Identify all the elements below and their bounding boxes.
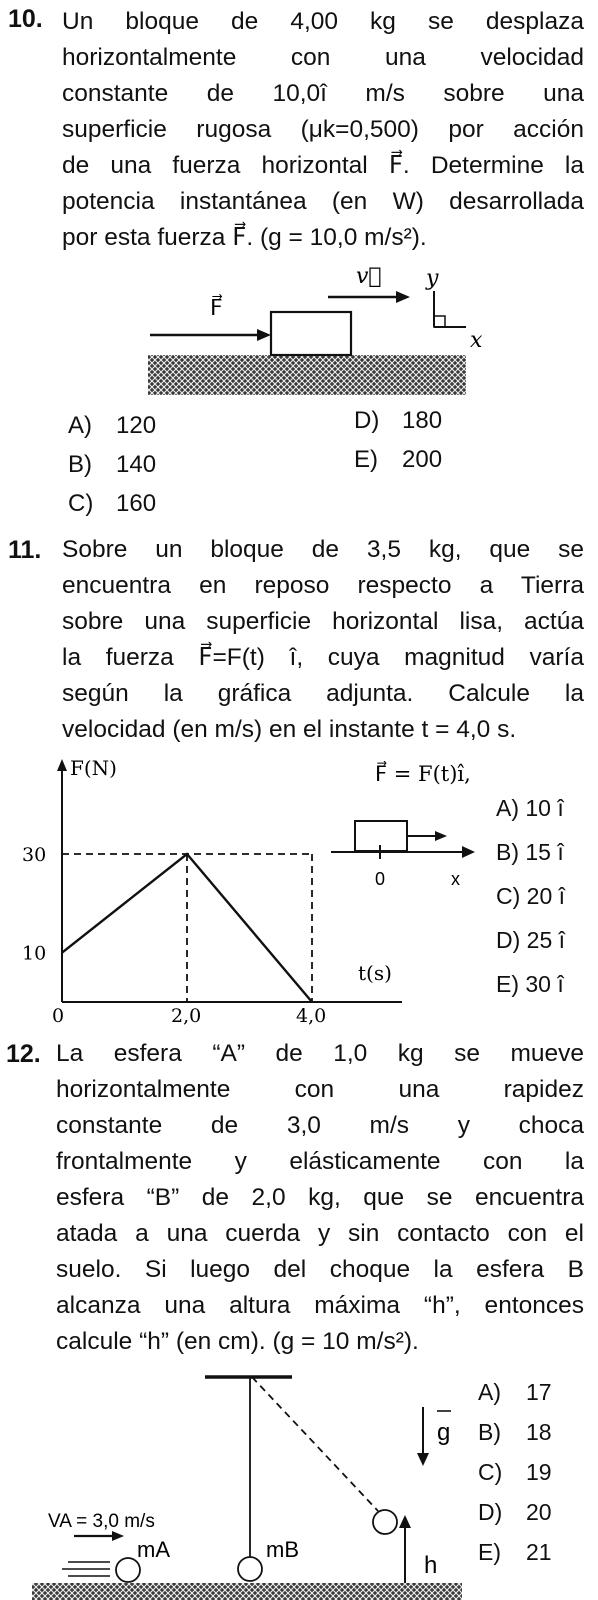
- gravity-label: g: [437, 1419, 451, 1446]
- option-value: 30 î: [525, 971, 564, 997]
- option-value: 180: [402, 407, 443, 434]
- option-b[interactable]: [478, 1419, 552, 1446]
- question-text: [62, 4, 584, 256]
- x-tick-label: 4,0: [296, 1005, 327, 1027]
- option-letter: C): [478, 1459, 503, 1485]
- question-number: 10.: [8, 5, 43, 33]
- question-text: [56, 1036, 584, 1360]
- option-letter: D): [496, 927, 521, 953]
- option-value: 140: [116, 451, 157, 478]
- option-c[interactable]: [478, 1459, 552, 1486]
- text-line: Un bloque de 4,00 kg se desplaza: [62, 8, 584, 35]
- option-letter: D): [354, 407, 380, 434]
- y-axis-arrowhead: [57, 759, 67, 771]
- text-line: según la gráfica adjunta. Calcule la: [62, 680, 584, 707]
- option-e[interactable]: [354, 446, 442, 474]
- option-d[interactable]: [496, 927, 565, 954]
- option-b[interactable]: [68, 451, 156, 479]
- text-line: velocidad (en m/s) en el instante t = 4,0 s.: [62, 716, 517, 743]
- text-line: superficie rugosa (μk=0,500) por acción: [62, 116, 584, 143]
- option-e[interactable]: [478, 1539, 552, 1566]
- mass-a-label: mA: [137, 1537, 170, 1562]
- option-value: 18: [526, 1419, 552, 1445]
- height-label: h: [424, 1552, 438, 1579]
- option-letter: C): [496, 883, 521, 909]
- text-line: constante de 3,0 m/s y choca: [56, 1112, 584, 1139]
- option-value: 10 î: [525, 795, 564, 821]
- pendulum-collision-figure: [0, 1365, 470, 1600]
- y-tick-label: 30: [22, 844, 47, 866]
- text-line: sobre una superficie horizontal lisa, actúa: [62, 608, 584, 635]
- x-tick-label: 2,0: [171, 1005, 202, 1027]
- option-letter: E): [496, 971, 519, 997]
- y-axis-label: y: [426, 266, 439, 291]
- option-letter: E): [354, 446, 378, 473]
- displaced-sphere-b: [373, 1510, 397, 1534]
- option-a[interactable]: [496, 795, 564, 822]
- inset-equation: F⃗ = F(t)î,: [375, 762, 471, 786]
- text-line: atada a una cuerda y sin contacto con el: [56, 1220, 584, 1247]
- option-value: 19: [526, 1459, 552, 1485]
- option-letter: C): [68, 490, 94, 517]
- option-value: 120: [116, 412, 157, 439]
- option-letter: E): [478, 1539, 501, 1565]
- option-value: 17: [526, 1379, 552, 1405]
- text-line: La esfera “A” de 1,0 kg se mueve: [56, 1040, 584, 1067]
- y-tick-label: 10: [22, 942, 47, 965]
- question-text: [62, 532, 584, 748]
- force-label: F⃗: [210, 296, 223, 321]
- option-c[interactable]: [68, 490, 156, 518]
- velocity-label: v⃗: [356, 264, 382, 289]
- option-d[interactable]: [478, 1499, 552, 1526]
- option-letter: A): [478, 1379, 501, 1405]
- text-line: Sobre un bloque de 3,5 kg, que se: [62, 536, 584, 563]
- text-line: esfera “B” de 2,0 kg, que se encuentra: [56, 1184, 584, 1211]
- option-b[interactable]: [496, 839, 564, 866]
- question-number: 12.: [6, 1040, 41, 1068]
- x-axis-label: x: [470, 328, 483, 353]
- block-on-rough-surface-figure: [140, 255, 490, 405]
- text-line: de una fuerza horizontal F⃗. Determine la: [62, 152, 584, 179]
- block: [271, 312, 351, 355]
- inset-axis-label: x: [451, 869, 460, 889]
- question-number: 11.: [8, 536, 42, 564]
- option-letter: B): [478, 1419, 501, 1445]
- rough-surface: [148, 355, 466, 395]
- x-axis-label: t(s): [358, 961, 392, 985]
- text-line: frontalmente y elásticamente con la: [56, 1148, 584, 1175]
- text-line: calcule “h” (en cm). (g = 10 m/s²).: [56, 1328, 419, 1355]
- velocity-label: VA = 3,0 m/s: [48, 1511, 155, 1532]
- text-line: horizontalmente con una velocidad: [62, 44, 584, 71]
- text-line: alcanza una altura máxima “h”, entonces: [56, 1292, 584, 1319]
- text-line: constante de 10,0î m/s sobre una: [62, 80, 584, 107]
- option-d[interactable]: [354, 407, 442, 435]
- sphere-b: [238, 1557, 262, 1581]
- mass-b-label: mB: [266, 1537, 299, 1562]
- option-c[interactable]: [496, 883, 565, 910]
- text-line: suelo. Si luego del choque la esfera B: [56, 1256, 584, 1283]
- option-value: 20 î: [526, 883, 566, 909]
- option-e[interactable]: [496, 971, 564, 998]
- inset-origin: 0: [375, 869, 386, 889]
- option-a[interactable]: [478, 1379, 552, 1406]
- option-value: 160: [116, 490, 157, 517]
- option-value: 25 î: [526, 927, 566, 953]
- option-a[interactable]: [68, 412, 156, 440]
- option-letter: B): [496, 839, 519, 865]
- floor-surface: [32, 1583, 462, 1600]
- text-line: la fuerza F⃗=F(t) î, cuya magnitud varía: [62, 644, 584, 671]
- y-axis-label: F(N): [70, 756, 117, 780]
- option-value: 15 î: [525, 839, 564, 865]
- text-line: potencia instantánea (en W) desarrollada: [62, 188, 584, 215]
- displaced-string: [252, 1377, 378, 1511]
- option-value: 20: [526, 1499, 552, 1525]
- option-letter: D): [478, 1499, 503, 1525]
- text-line: encuentra en reposo respecto a Tierra: [62, 572, 584, 599]
- option-value: 200: [402, 446, 443, 473]
- option-letter: A): [68, 412, 92, 439]
- option-value: 21: [526, 1539, 552, 1565]
- force-inset-figure: [325, 755, 490, 895]
- text-line: por esta fuerza F⃗. (g = 10,0 m/s²).: [62, 224, 427, 251]
- text-line: horizontalmente con una rapidez: [56, 1076, 584, 1103]
- x-tick-label: 0: [52, 1005, 65, 1027]
- option-letter: B): [68, 451, 92, 478]
- option-letter: A): [496, 795, 519, 821]
